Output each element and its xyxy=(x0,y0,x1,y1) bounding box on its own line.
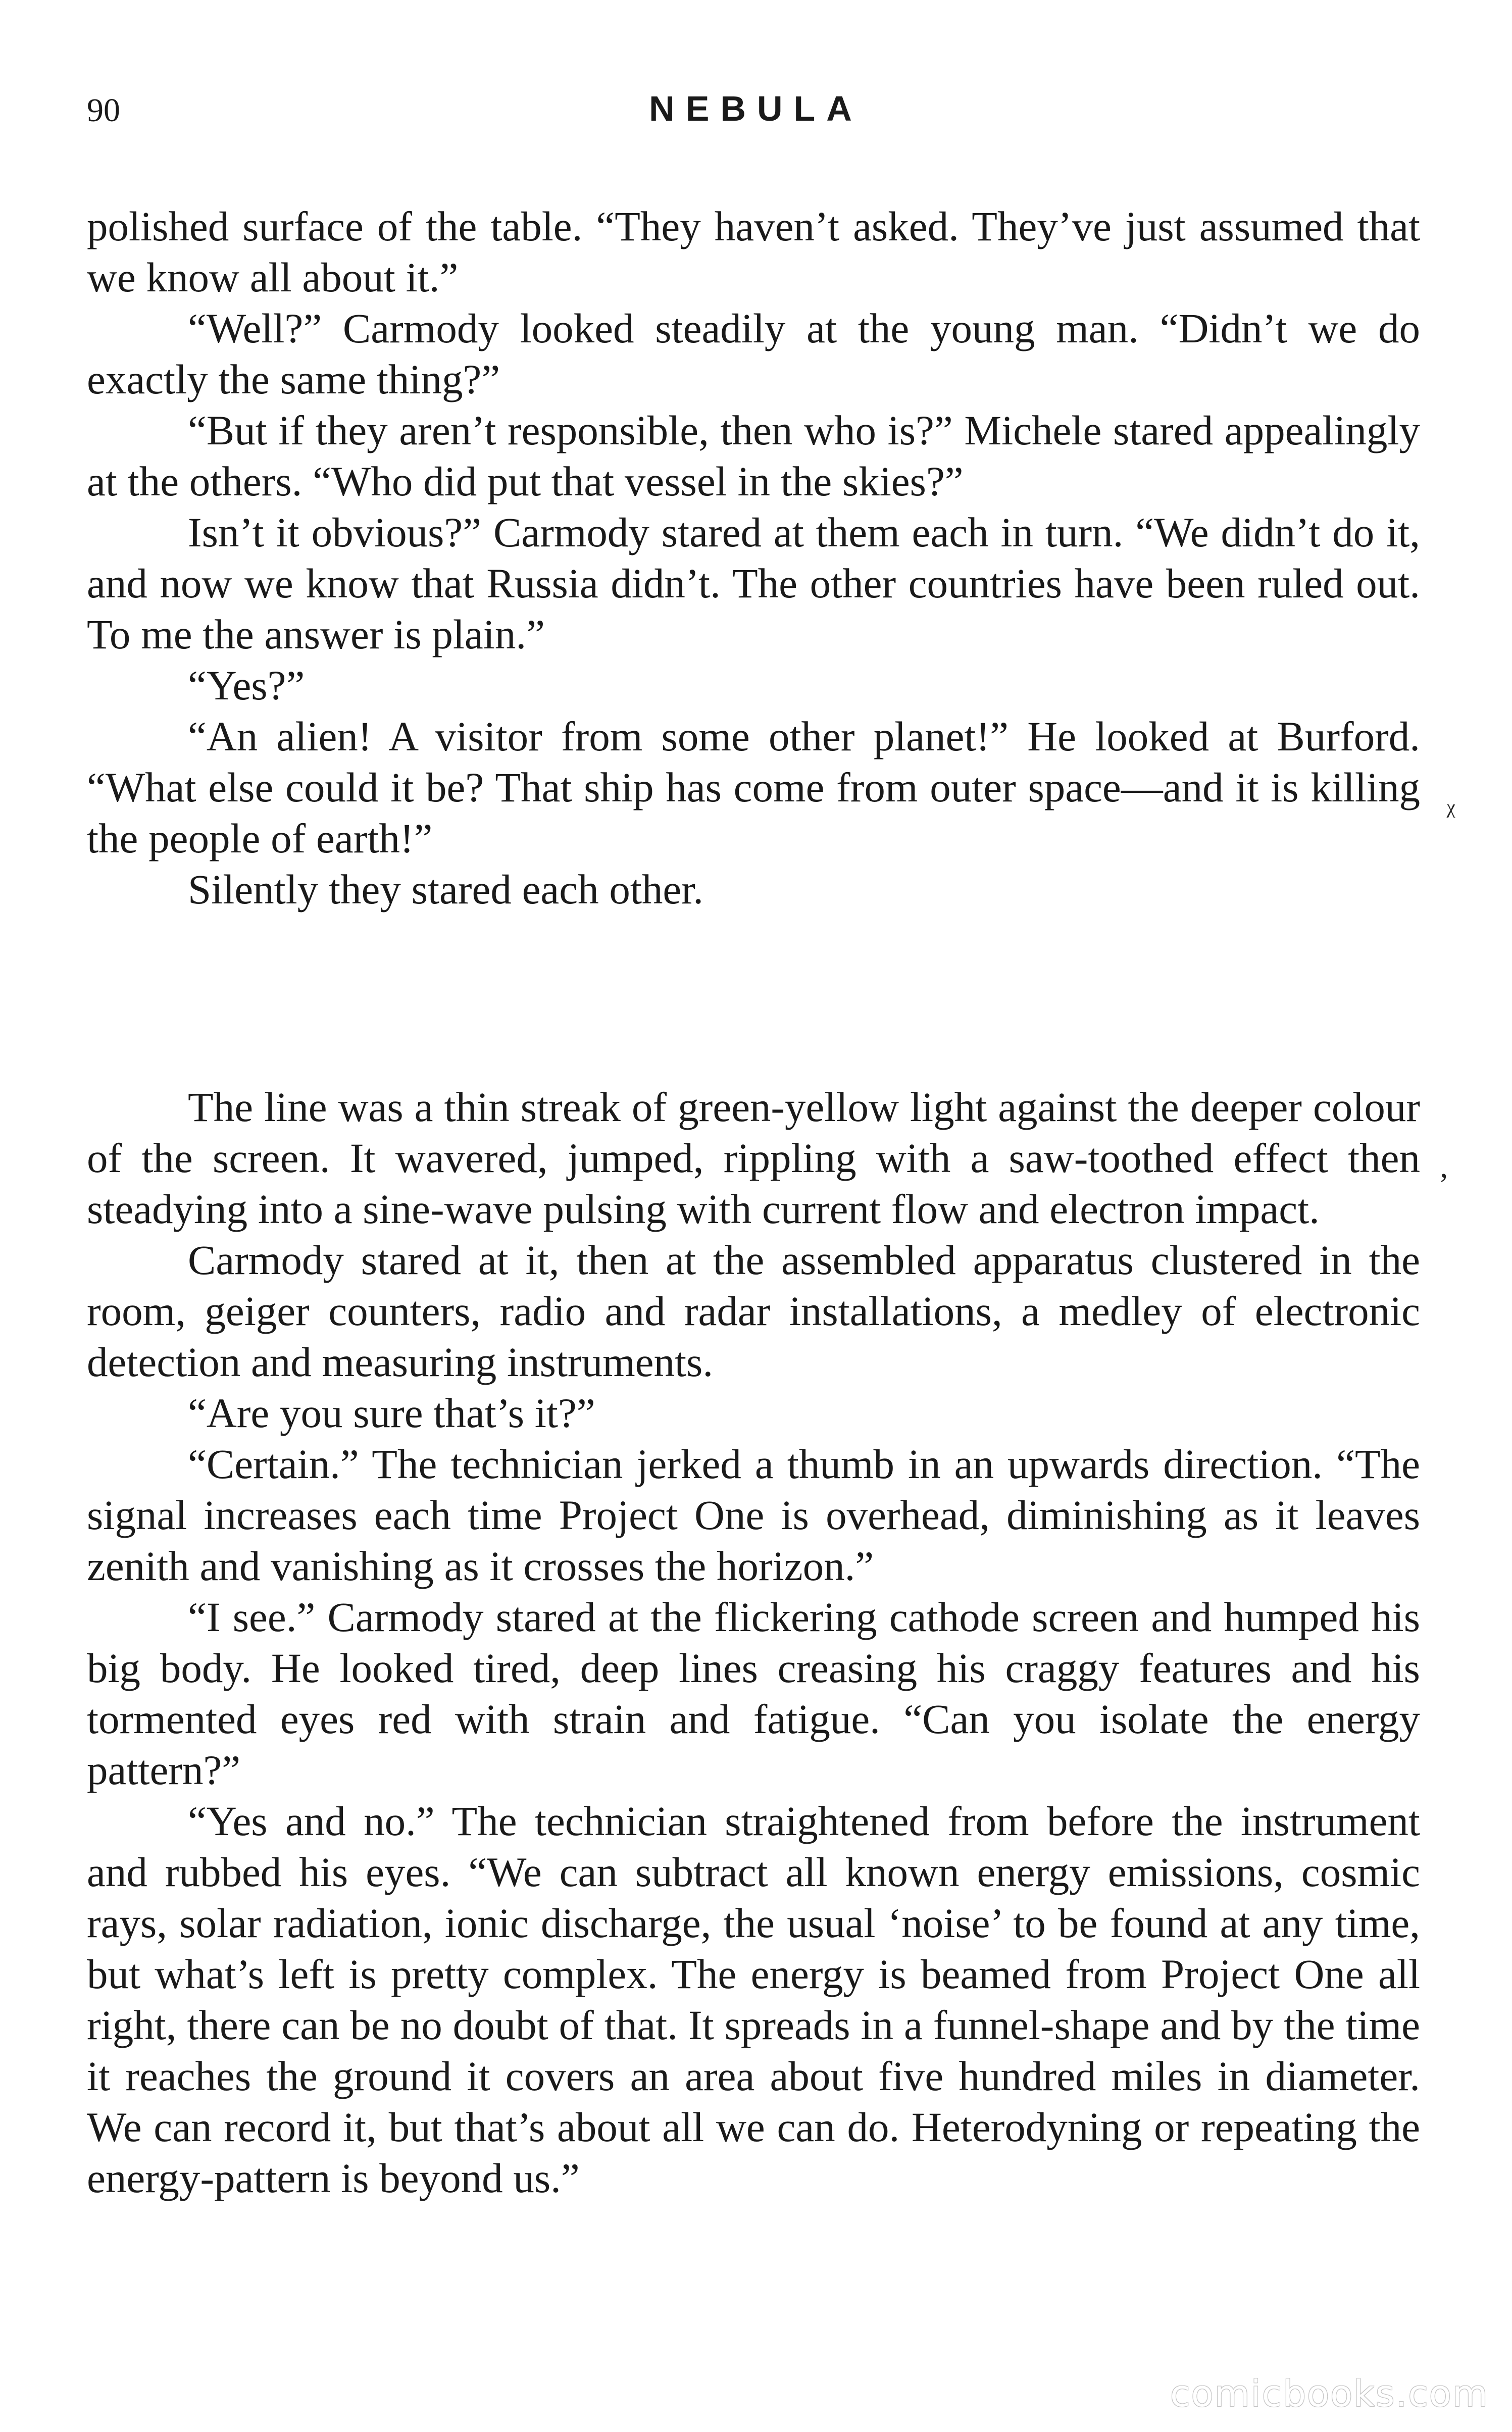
paragraph: “Yes and no.” The technician straightened from before the instrument and rubbed his eyes. “We can subtract all known energy emissions, cosmic rays, solar radiation, ionic discharge, the usual ‘noise’ to be found at any time, but what’s left is pretty complex. The energy is beamed from Project One all right, there can be no doubt of that. It spreads in a funnel-shape and by the time it reaches the ground it covers an area about five hundred miles in diameter. We can record it, but that’s about all we can do. Heterodyning or repeating the energy-pattern is beyond us.” xyxy=(87,1798,1420,2201)
paragraph: polished surface of the table. “They haven’t asked. They’ve just assumed that we know all about it.” xyxy=(87,203,1420,300)
paragraph: The line was a thin streak of green-yellow light against the deeper colour of the screen. It wavered, jumped, rippling with a saw-toothed effect then steadying into a sine-wave pulsing with current flow and electron impact. xyxy=(87,1084,1420,1232)
running-title: NEBULA xyxy=(649,89,863,128)
page-number: 90 xyxy=(87,92,120,129)
paragraph: “Are you sure that’s it?” xyxy=(188,1390,595,1436)
text-section-1 xyxy=(87,201,1420,915)
paragraph: Silently they stared each other. xyxy=(188,866,704,913)
paragraph: Carmody stared at it, then at the assembled apparatus clustered in the room, geiger counters, radio and radar installations, a medley of electronic detection and measuring instruments. xyxy=(87,1237,1420,1385)
paragraph: Isn’t it obvious?” Carmody stared at them each in turn. “We didn’t do it, and now we know that Russia didn’t. The other countries have been ruled out. To me the answer is plain.” xyxy=(87,509,1420,657)
margin-mark: ᵪ xyxy=(1446,782,1456,818)
paragraph: “But if they aren’t responsible, then who is?” Michele stared appealingly at the others. “Who did put that vessel in the skies?” xyxy=(87,407,1420,504)
paragraph: “Certain.” The technician jerked a thumb in an upwards direction. “The signal increases each time Project One is overhead, diminishing as it leaves zenith and vanishing as it crosses the horizon.” xyxy=(87,1441,1420,1589)
paragraph: “An alien! A visitor from some other planet!” He looked at Burford. “What else could it be? That ship has come from outer space—and it is killing the people of earth!” xyxy=(87,713,1420,862)
text-section-2 xyxy=(87,1082,1420,2204)
paragraph: “Yes?” xyxy=(188,662,305,708)
watermark: comicbooks.com xyxy=(1170,2372,1489,2415)
margin-mark: ’ xyxy=(1438,1167,1449,1202)
paragraph: “I see.” Carmody stared at the flickering cathode screen and humped his big body. He looked tired, deep lines creasing his craggy features and his tormented eyes red with strain and fatigue. “Can you isolate the energy pattern?” xyxy=(87,1594,1420,1793)
paragraph: “Well?” Carmody looked steadily at the young man. “Didn’t we do exactly the same thing?” xyxy=(87,305,1420,402)
